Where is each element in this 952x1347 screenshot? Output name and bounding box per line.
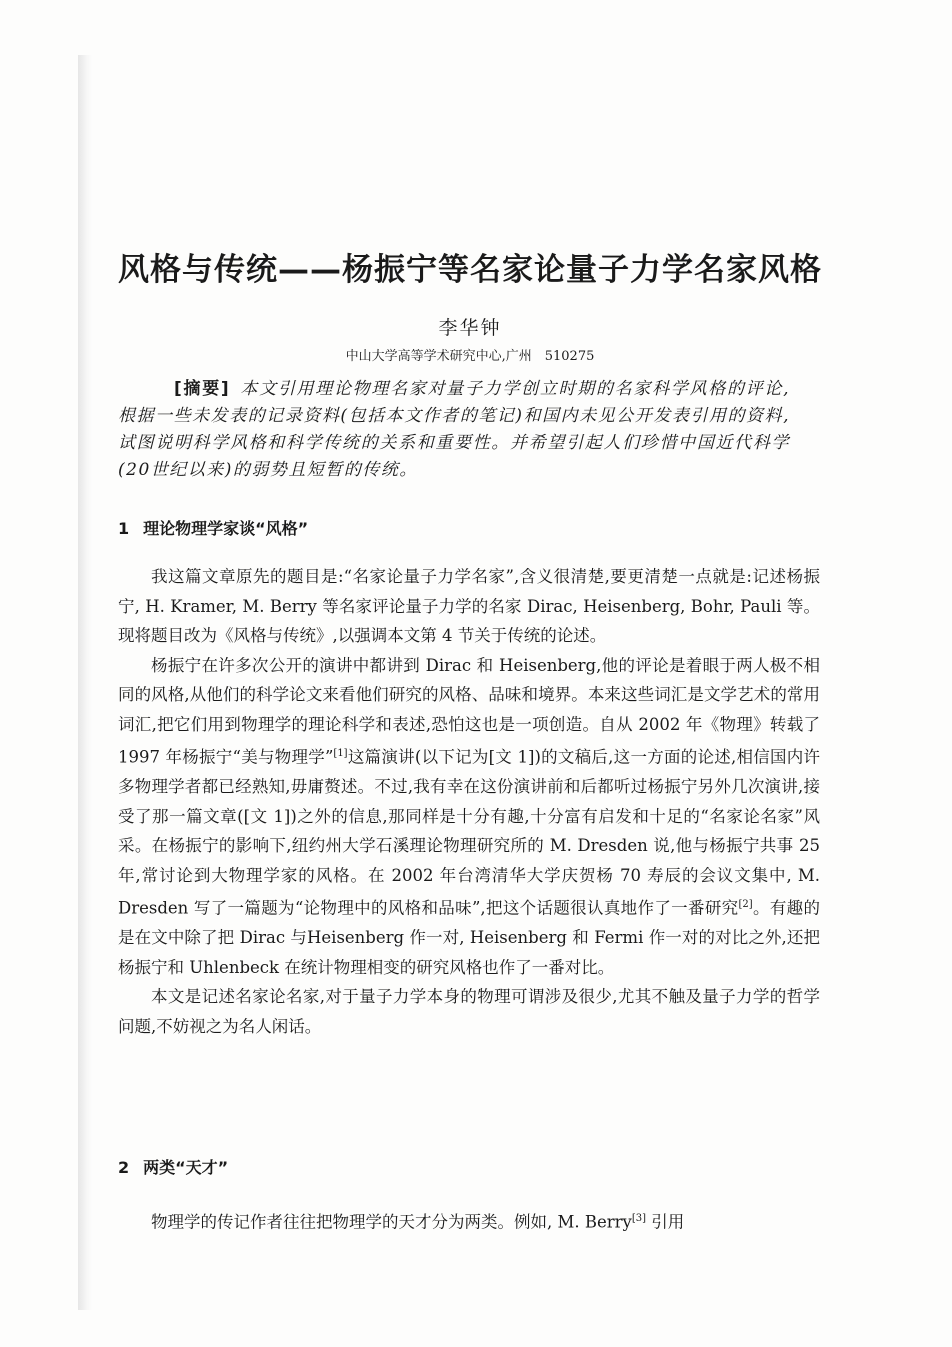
abstract-text: 本文引用理论物理名家对量子力学创立时期的名家科学风格的评论,根据一些未发表的记录资料(包括本文作者的笔记)和国内未见公开发表引用的资料,试图说明科学风格和科学传统的关系和重要性。并希望引起人们珍惜中国近代科学(20世纪以来)的弱势且短暂的传统。 [118,379,790,480]
paragraph: 本文是记述名家论名家,对于量子力学本身的物理可谓涉及很少,尤其不触及量子力学的哲学问题,不妨视之为名人闲话。 [118,987,820,1036]
abstract [118,376,790,484]
section-number: 1 [118,519,130,538]
paragraph-text: 引用 [646,1212,685,1232]
section-heading-1 [118,516,308,539]
paragraph-text: 这篇演讲(以下记为[文 1])的文稿后,这一方面的论述,相信国内许多物理学者都已经熟知,毋庸赘述。不过,我有幸在这份演讲前和后都听过杨振宁另外几次演讲,接受了那一篇文章([文 1])之外的信息,那同样是十分有趣,十分富有启发和十足的“名家论名家”风采。在杨振宁的影响下,纽约州大学石溪理论物理研究所的 M. Dresden 说,他与杨振宁共事 25 年,常讨论到大物理学家的风格。在 2002 年台湾清华大学庆贺杨 70 寿辰的会议文集中, M. Dresden 写了一篇题为“论物理中的风格和品味”,把这个话题很认真地作了一番研究 [118,747,820,918]
paragraph-text: 。有趣的是在文中除了把 Dirac 与Heisenberg 作一对, Heisenberg 和 Fermi 作一对的对比之外,还把杨振宁和 Uhlenbeck 在统计物理相变的研究风格也作了一番对比。 [118,898,821,977]
paragraph [118,1204,820,1237]
paragraph-text: 杨振宁在许多次公开的演讲中都讲到 Dirac 和 Heisenberg,他的评论是着眼于两人极不相同的风格,从他们的科学论文来看他们研究的风格、品味和境界。本来这些词汇是文学艺术的常用词汇,把它们用到物理学的理论科学和表述,恐怕这也是一项创造。自从 2002 年《物理》转载了 1997 年杨振宁“美与物理学” [118,655,820,767]
citation-ref: [1] [333,748,348,759]
section-2-body [118,1204,820,1237]
author-affiliation: 中山大学高等学术研究中心,广州 510275 [345,349,595,364]
abstract-label: [摘要] [174,379,231,399]
paragraph-text: 物理学的传记作者往往把物理学的天才分为两类。例如, M. Berry [151,1212,632,1232]
section-heading-2 [118,1155,228,1178]
article-title: 风格与传统——杨振宁等名家论量子力学名家风格 [118,252,822,288]
paragraph: 我这篇文章原先的题目是:“名家论量子力学名家”,含义很清楚,要更清楚一点就是:记述杨振宁, H. Kramer, M. Berry 等名家评论量子力学的名家 Dirac, Heisenberg, Bohr, Pauli 等。现将题目改为《风格与传统》,以强调本文第 4 节关于传统的论述。 [118,567,820,645]
section-1-body [118,562,820,1041]
citation-ref: [2] [738,899,753,910]
citation-ref: [3] [631,1213,647,1224]
section-number: 2 [118,1158,130,1177]
author-name: 李华钟 [438,317,502,339]
paragraph [118,651,820,983]
section-title: 两类“天才” [143,1158,229,1177]
section-title: 理论物理学家谈“风格” [143,519,309,538]
